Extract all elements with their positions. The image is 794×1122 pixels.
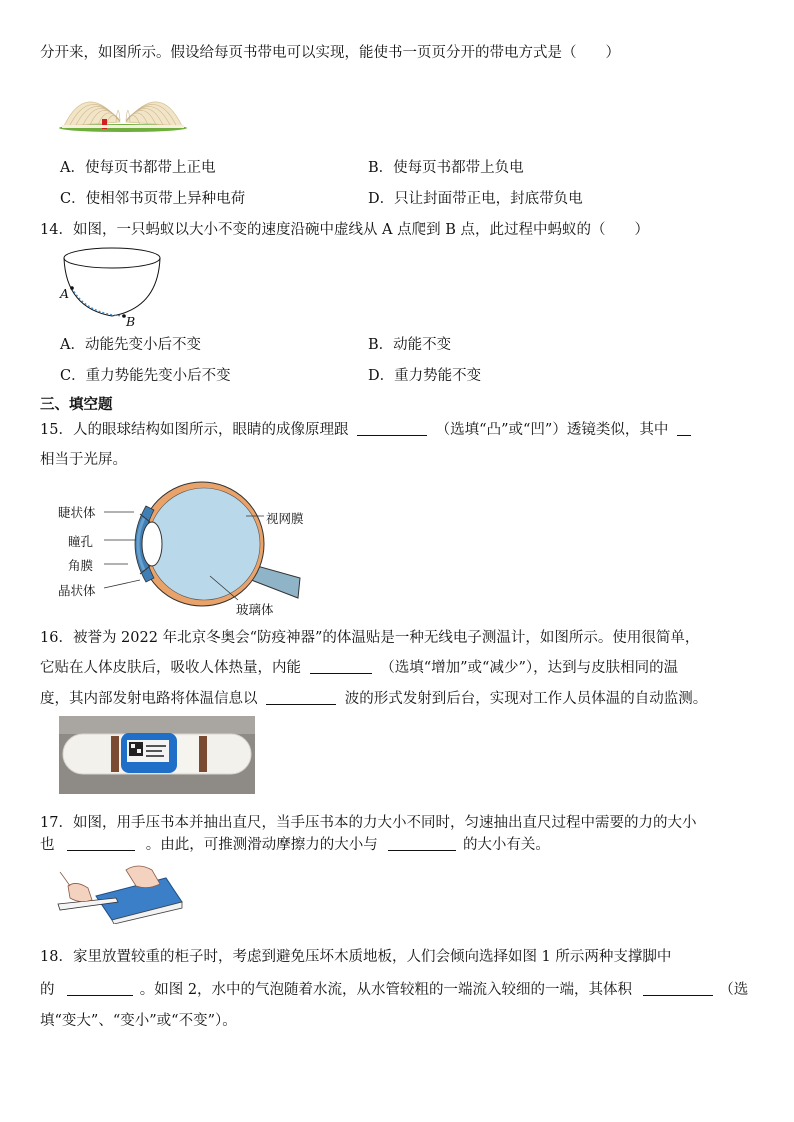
- q14-option-d: D．重力势能不变: [368, 368, 482, 384]
- q14-option-b: B．动能不变: [368, 337, 452, 353]
- bowl-label-b: B: [126, 314, 136, 329]
- q18-stem-line1: 18．家里放置较重的柜子时，考虑到避免压坏木质地板，人们会倾向选择如图 1 所示两种支撑脚中: [40, 949, 672, 965]
- q16-stem-line1: 16．被誉为 2022 年北京冬奥会“防疫神器”的体温贴是一种无线电子测温计，如图所示。使用很简单，: [40, 630, 700, 646]
- q16-text-a: 它贴在人体皮肤后，吸收人体热量，内能: [40, 660, 301, 676]
- q17-text-c: 的大小有关。: [462, 837, 550, 853]
- q17-stem-line2: [40, 834, 550, 856]
- eye-label-retina: 视网膜: [266, 511, 304, 526]
- q18-text-c: （选: [719, 982, 749, 998]
- q17-text-a: 也: [40, 837, 55, 853]
- thermometer-patch-figure: [59, 716, 255, 794]
- q13-option-d: D．只让封面带正电，封底带负电: [368, 191, 583, 207]
- eye-leader-lines: [100, 500, 280, 610]
- eye-label-vitreous: 玻璃体: [236, 602, 274, 617]
- q14-option-c: C．重力势能先变小后不变: [60, 368, 231, 384]
- q13-option-a: A．使每页书都带上正电: [60, 160, 216, 176]
- eye-label-lens: 晶状体: [58, 583, 96, 598]
- q16-text-c: 度，其内部发射电路将体温信息以: [40, 691, 258, 707]
- bowl-label-a: A: [60, 286, 70, 301]
- q15-stem-line1: [40, 419, 691, 441]
- q15-blank-1[interactable]: [357, 419, 427, 436]
- bowl-figure: [56, 244, 166, 330]
- q16-text-d: 波的形式发射到后台，实现对工作人员体温的自动监测。: [344, 691, 708, 707]
- q16-text-b: （选填“增加”或“减少”），达到与皮肤相同的温: [380, 660, 679, 676]
- eye-label-ciliary: 睫状体: [58, 505, 96, 520]
- q17-stem-line1: 17．如图，用手压书本并抽出直尺，当手压书本的力大小不同时，匀速抽出直尺过程中需要的力的大小: [40, 815, 697, 831]
- eye-label-cornea: 角膜: [68, 558, 94, 573]
- q16-stem-line2: [40, 657, 678, 679]
- section-heading: 三、填空题: [40, 397, 113, 413]
- q13-option-b: B．使每页书都带上负电: [368, 160, 524, 176]
- q18-blank-1[interactable]: [67, 979, 133, 996]
- q15-stem-line2: 相当于光屏。: [40, 452, 127, 468]
- q18-stem-line2: [40, 979, 748, 1001]
- q18-stem-line3: 填“变大”、“变小”或“不变”）。: [40, 1013, 237, 1029]
- q16-blank-1[interactable]: [310, 657, 372, 674]
- eye-label-pupil: 瞳孔: [68, 534, 94, 549]
- open-book-figure: [56, 70, 190, 134]
- q17-blank-1[interactable]: [67, 834, 135, 851]
- q14-stem: 14．如图，一只蚂蚁以大小不变的速度沿碗中虚线从 A 点爬到 B 点，此过程中蚂蚁的（ ）: [40, 222, 650, 238]
- q18-text-b: 。如图 2，水中的气泡随着水流，从水管较粗的一端流入较细的一端，其体积: [139, 982, 633, 998]
- q14-option-a: A．动能先变小后不变: [60, 337, 201, 353]
- q18-text-a: 的: [40, 982, 55, 998]
- q15-text-a: 15．人的眼球结构如图所示，眼睛的成像原理跟: [40, 422, 349, 438]
- q17-blank-2[interactable]: [388, 834, 456, 851]
- q15-blank-2[interactable]: [677, 419, 691, 436]
- ruler-book-figure: [56, 862, 186, 924]
- q17-text-b: 。由此，可推测滑动摩擦力的大小与: [145, 837, 378, 853]
- q18-blank-2[interactable]: [643, 979, 713, 996]
- q13-stem-line: 分开来，如图所示。假设给每页书带电可以实现，能使书一页页分开的带电方式是（ ）: [40, 45, 620, 61]
- q15-text-b: （选填“凸”或“凹”）透镜类似，其中: [435, 422, 669, 438]
- q16-stem-line3: [40, 688, 707, 710]
- q13-option-c: C．使相邻书页带上异种电荷: [60, 191, 246, 207]
- q16-blank-2[interactable]: [266, 688, 336, 705]
